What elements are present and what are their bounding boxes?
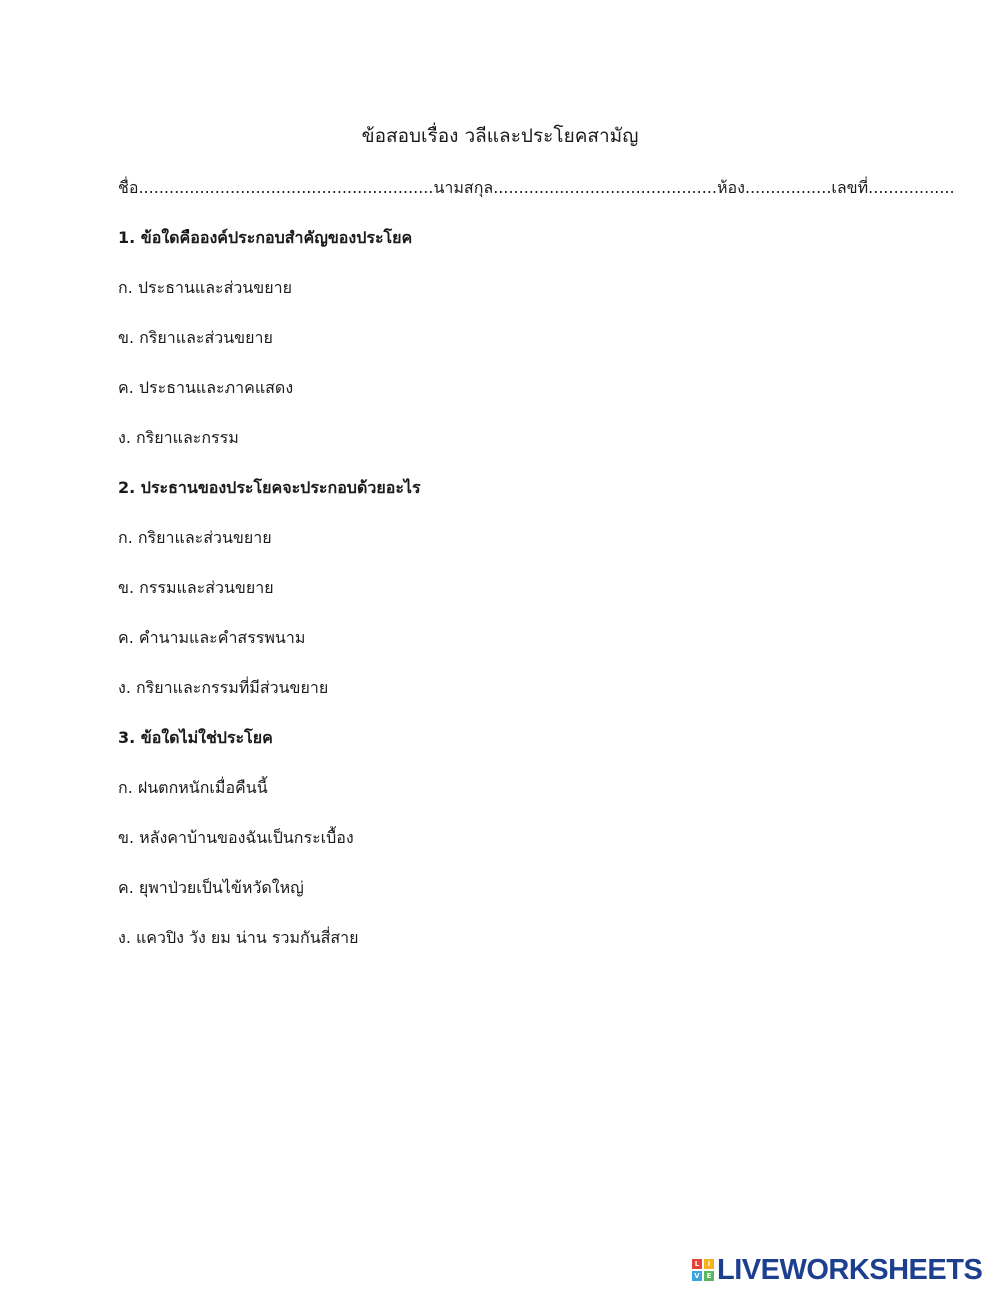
question-3-option-d[interactable]: ง. แควปิง วัง ยม น่าน รวมกันสี่สาย <box>118 928 359 947</box>
room-blank[interactable]: ................. <box>744 178 832 197</box>
logo-square-i: I <box>704 1259 714 1269</box>
liveworksheets-logo <box>692 1254 982 1286</box>
question-3-option-a[interactable]: ก. ฝนตกหนักเมื่อคืนนี้ <box>118 778 268 797</box>
number-label: เลขที่ <box>831 178 869 197</box>
question-1-option-d[interactable]: ง. กริยาและกรรม <box>118 428 239 447</box>
question-2-option-c[interactable]: ค. คำนามและคำสรรพนาม <box>118 628 306 647</box>
logo-square-v: V <box>692 1271 702 1281</box>
name-label: ชื่อ <box>118 178 139 197</box>
question-2-option-b[interactable]: ข. กรรมและส่วนขยาย <box>118 578 274 597</box>
logo-text: LIVEWORKSHEETS <box>717 1254 983 1286</box>
surname-blank[interactable]: ............................................ <box>493 178 717 197</box>
question-1: 1. ข้อใดคือองค์ประกอบสำคัญของประโยค <box>118 228 413 247</box>
liveworksheets-icon <box>692 1259 714 1281</box>
page-title: ข้อสอบเรื่อง วลีและประโยคสามัญ <box>361 125 639 147</box>
name-blank[interactable]: .......................................................... <box>138 178 434 197</box>
question-2-option-d[interactable]: ง. กริยาและกรรมที่มีส่วนขยาย <box>118 678 329 697</box>
room-label: ห้อง <box>716 178 745 197</box>
question-1-option-b[interactable]: ข. กริยาและส่วนขยาย <box>118 328 273 347</box>
question-1-option-c[interactable]: ค. ประธานและภาคแสดง <box>118 378 294 397</box>
student-info-line <box>118 176 955 200</box>
question-2-option-a[interactable]: ก. กริยาและส่วนขยาย <box>118 528 272 547</box>
number-blank[interactable]: ................. <box>868 178 955 197</box>
question-3-option-b[interactable]: ข. หลังคาบ้านของฉันเป็นกระเบื้อง <box>118 828 354 847</box>
question-3-option-c[interactable]: ค. ยุพาป่วยเป็นไข้หวัดใหญ่ <box>118 878 304 897</box>
surname-label: นามสกุล <box>433 178 494 197</box>
logo-square-l: L <box>692 1259 702 1269</box>
question-3: 3. ข้อใดไม่ใช่ประโยค <box>118 728 273 747</box>
question-1-option-a[interactable]: ก. ประธานและส่วนขยาย <box>118 278 292 297</box>
question-2: 2. ประธานของประโยคจะประกอบด้วยอะไร <box>118 478 421 497</box>
logo-square-e: E <box>704 1271 714 1281</box>
